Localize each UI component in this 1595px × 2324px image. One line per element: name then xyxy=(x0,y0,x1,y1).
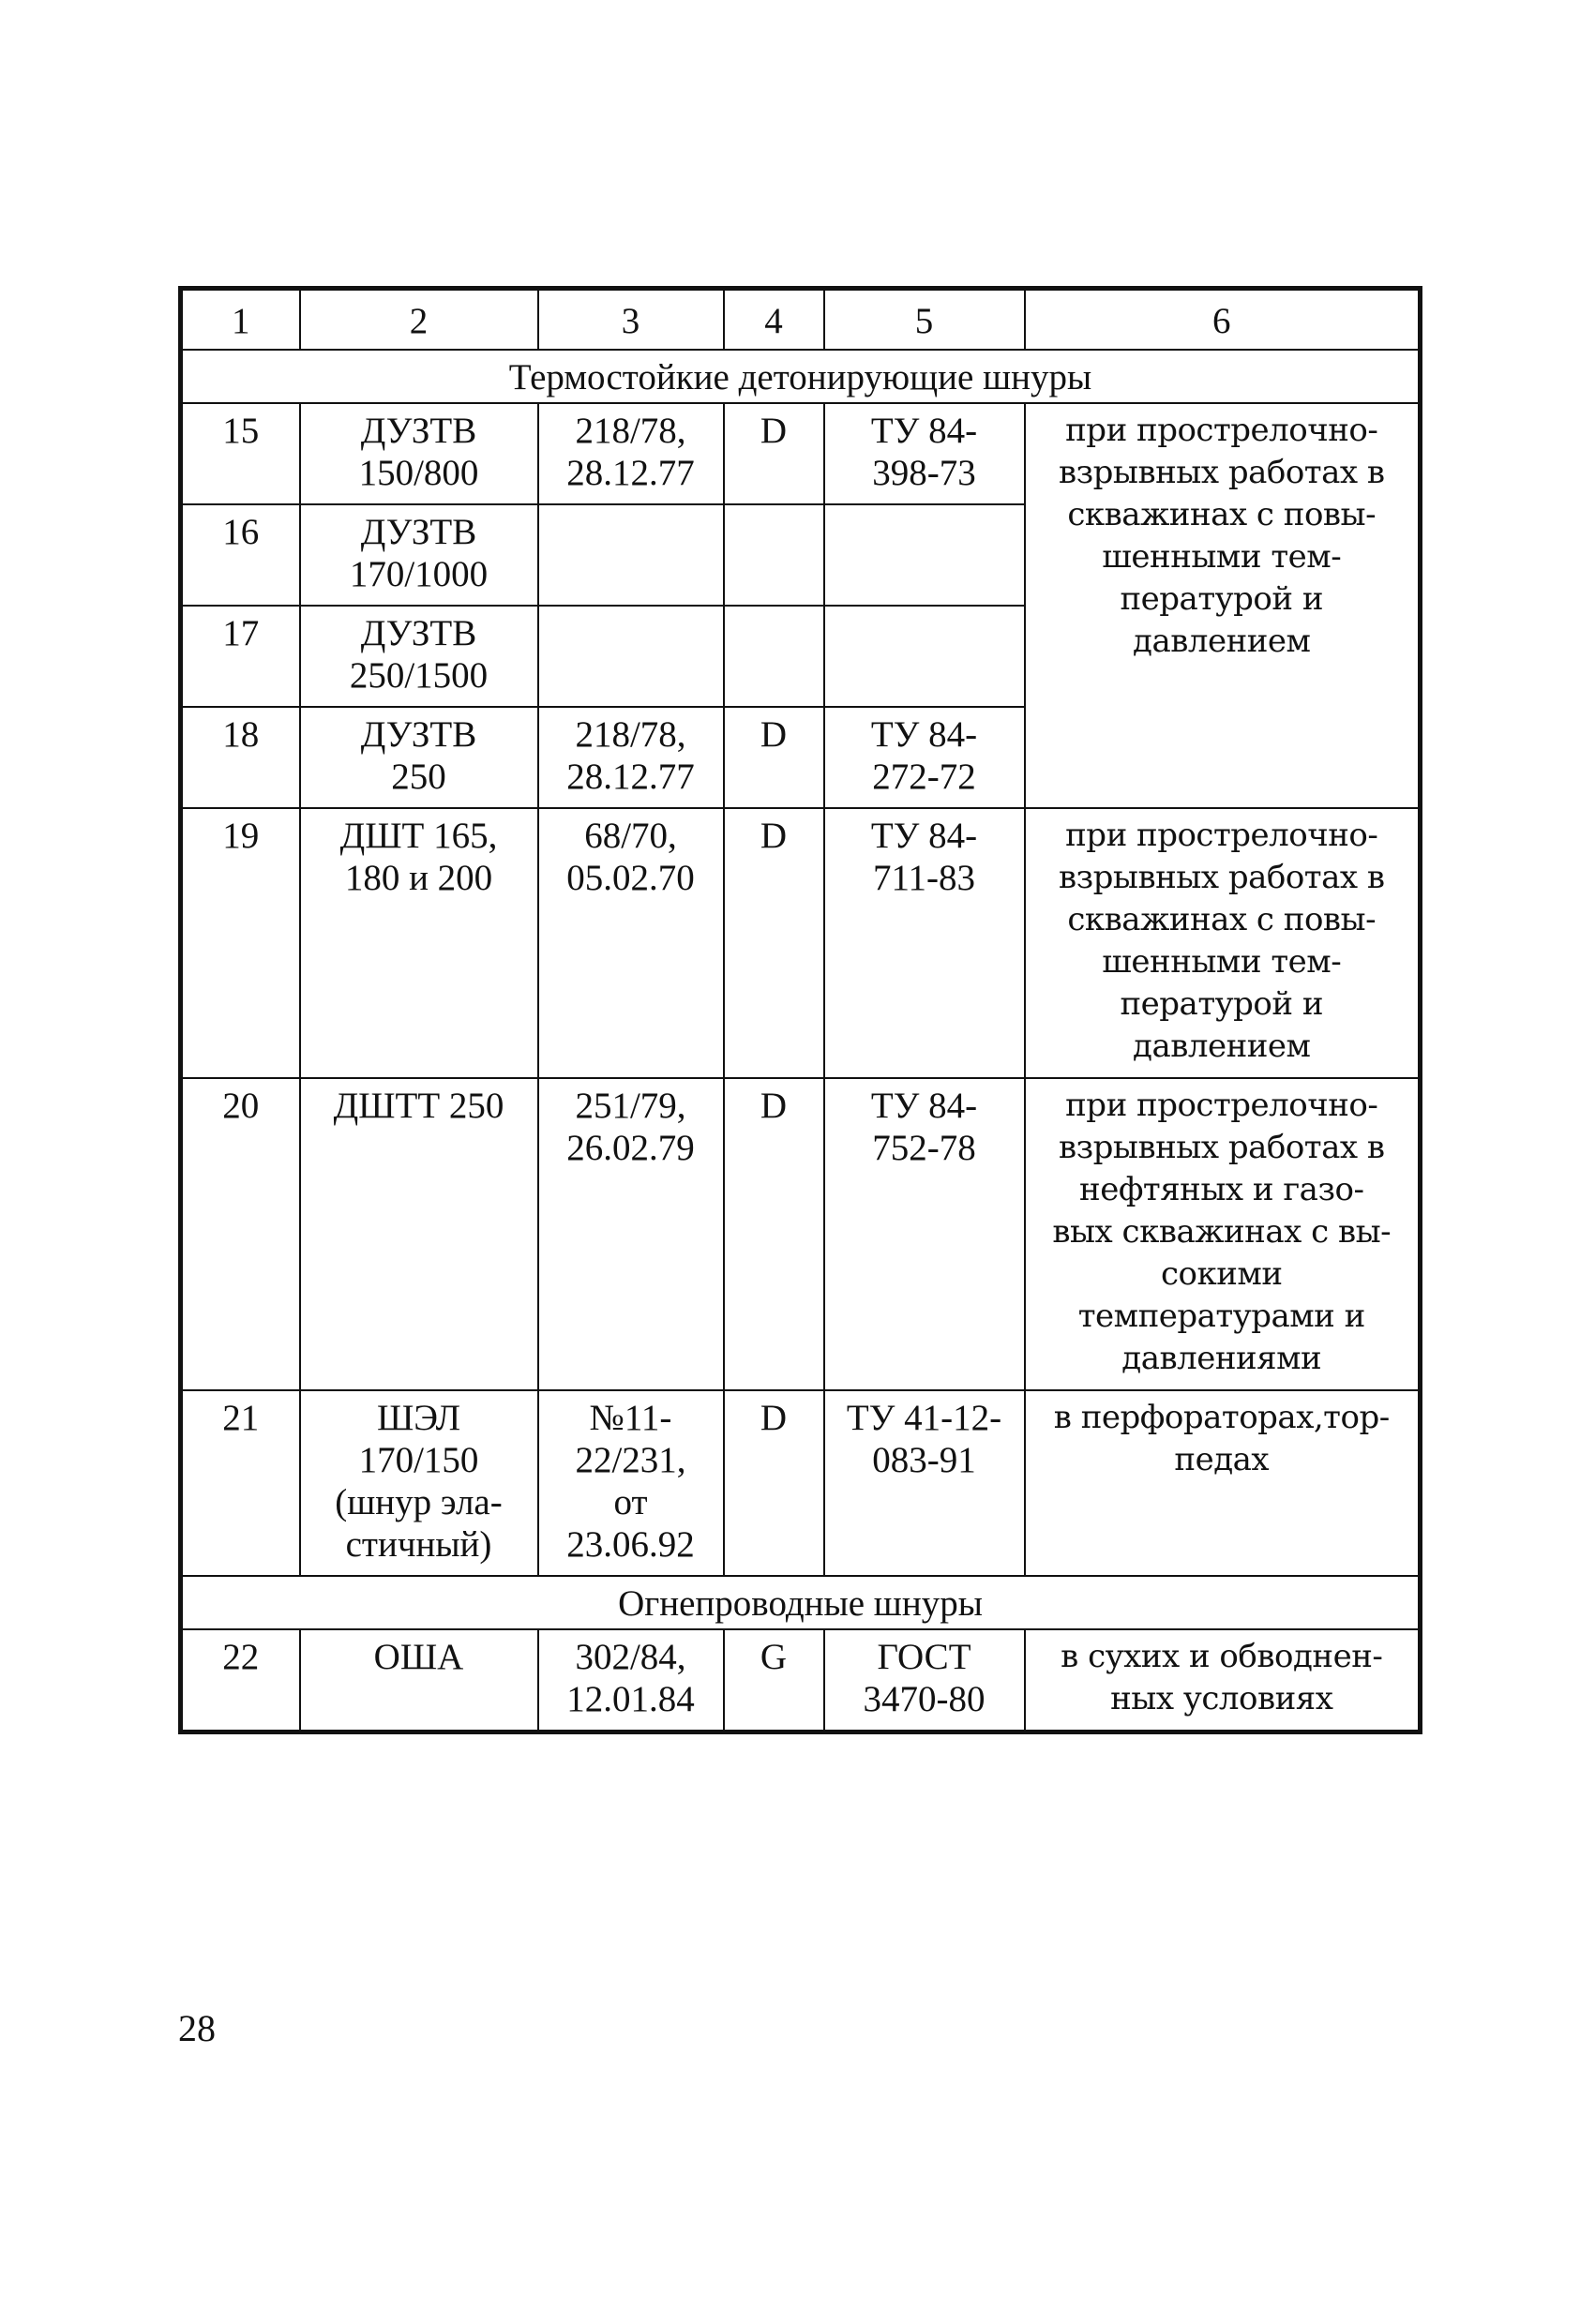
spec-number: ТУ 84- 272-72 xyxy=(824,707,1025,808)
class-letter: D xyxy=(724,1390,824,1576)
application-note: в сухих и обводнен- ных условиях xyxy=(1025,1629,1421,1732)
row-number: 15 xyxy=(181,403,300,504)
spec-number xyxy=(824,504,1025,606)
section-title-thermo: Термостойкие детонирующие шнуры xyxy=(181,350,1421,403)
permit-number: 218/78, 28.12.77 xyxy=(538,403,724,504)
application-note: при прострелочно- взрывных работах в скважинах с повы- шенными тем- пературой и давлением xyxy=(1025,403,1421,808)
permit-number xyxy=(538,606,724,707)
row-number: 18 xyxy=(181,707,300,808)
column-header: 6 xyxy=(1025,289,1421,351)
cord-name: ОША xyxy=(300,1629,538,1732)
explosives-table xyxy=(178,286,1422,1734)
column-header: 3 xyxy=(538,289,724,351)
cord-name: ДШТ 165, 180 и 200 xyxy=(300,808,538,1078)
class-letter: D xyxy=(724,707,824,808)
cord-name: ДУЗТВ 250/1500 xyxy=(300,606,538,707)
table-row xyxy=(181,1078,1421,1390)
column-header: 4 xyxy=(724,289,824,351)
application-note: при прострелочно- взрывных работах в скважинах с повы- шенными тем- пературой и давлением xyxy=(1025,808,1421,1078)
class-letter xyxy=(724,504,824,606)
class-letter: D xyxy=(724,403,824,504)
row-number: 16 xyxy=(181,504,300,606)
column-header: 2 xyxy=(300,289,538,351)
column-header-row xyxy=(181,289,1421,351)
permit-number: 218/78, 28.12.77 xyxy=(538,707,724,808)
class-letter: D xyxy=(724,808,824,1078)
row-number: 17 xyxy=(181,606,300,707)
section-title-fuse: Огнепроводные шнуры xyxy=(181,1576,1421,1629)
application-note: в перфораторах,тор- педах xyxy=(1025,1390,1421,1576)
cord-name: ДШТТ 250 xyxy=(300,1078,538,1390)
table-row xyxy=(181,403,1421,504)
table-row xyxy=(181,1629,1421,1732)
permit-number xyxy=(538,504,724,606)
column-header: 1 xyxy=(181,289,300,351)
table-row xyxy=(181,1390,1421,1576)
table-row xyxy=(181,808,1421,1078)
permit-number: №11- 22/231, от 23.06.92 xyxy=(538,1390,724,1576)
column-header: 5 xyxy=(824,289,1025,351)
section-row xyxy=(181,1576,1421,1629)
permit-number: 68/70, 05.02.70 xyxy=(538,808,724,1078)
spec-number: ТУ 84- 711-83 xyxy=(824,808,1025,1078)
row-number: 19 xyxy=(181,808,300,1078)
section-row xyxy=(181,350,1421,403)
page-number: 28 xyxy=(178,2007,216,2049)
permit-number: 251/79, 26.02.79 xyxy=(538,1078,724,1390)
spec-number: ТУ 84- 752-78 xyxy=(824,1078,1025,1390)
spec-number xyxy=(824,606,1025,707)
cord-name: ШЭЛ 170/150 (шнур эла- стичный) xyxy=(300,1390,538,1576)
spec-number: ТУ 84- 398-73 xyxy=(824,403,1025,504)
row-number: 20 xyxy=(181,1078,300,1390)
spec-number: ГОСТ 3470-80 xyxy=(824,1629,1025,1732)
cord-name: ДУЗТВ 170/1000 xyxy=(300,504,538,606)
cord-name: ДУЗТВ 150/800 xyxy=(300,403,538,504)
permit-number: 302/84, 12.01.84 xyxy=(538,1629,724,1732)
spec-number: ТУ 41-12- 083-91 xyxy=(824,1390,1025,1576)
row-number: 22 xyxy=(181,1629,300,1732)
application-note: при прострелочно- взрывных работах в нефтяных и газо- вых скважинах с вы- сокими температурами и давлениями xyxy=(1025,1078,1421,1390)
class-letter: G xyxy=(724,1629,824,1732)
class-letter xyxy=(724,606,824,707)
class-letter: D xyxy=(724,1078,824,1390)
row-number: 21 xyxy=(181,1390,300,1576)
cord-name: ДУЗТВ 250 xyxy=(300,707,538,808)
